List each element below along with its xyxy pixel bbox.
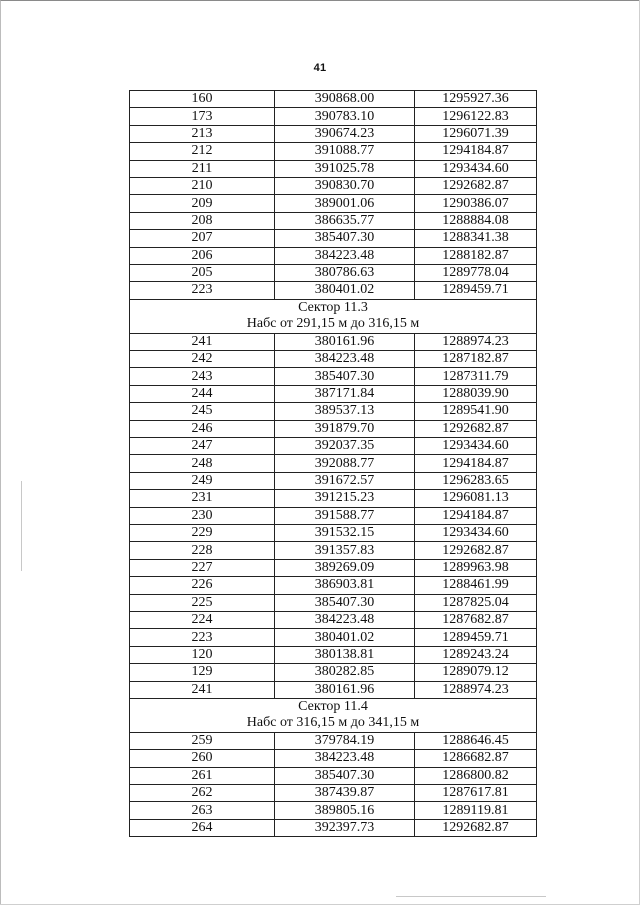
point-number-cell: 225 <box>130 594 275 611</box>
y-coordinate-cell: 1296122.83 <box>415 108 537 125</box>
point-number-cell: 230 <box>130 507 275 524</box>
x-coordinate-cell: 392037.35 <box>275 438 415 455</box>
y-coordinate-cell: 1288974.23 <box>415 681 537 698</box>
point-number-cell: 249 <box>130 472 275 489</box>
x-coordinate-cell: 386903.81 <box>275 577 415 594</box>
y-coordinate-cell: 1288974.23 <box>415 333 537 350</box>
x-coordinate-cell: 384223.48 <box>275 351 415 368</box>
y-coordinate-cell: 1287682.87 <box>415 611 537 628</box>
y-coordinate-cell: 1289778.04 <box>415 264 537 281</box>
x-coordinate-cell: 380401.02 <box>275 282 415 299</box>
table-row <box>130 594 537 611</box>
table-row <box>130 438 537 455</box>
point-number-cell: 129 <box>130 664 275 681</box>
table-row <box>130 108 537 125</box>
point-number-cell: 245 <box>130 403 275 420</box>
table-row <box>130 472 537 489</box>
point-number-cell: 260 <box>130 750 275 767</box>
y-coordinate-cell: 1289243.24 <box>415 646 537 663</box>
sector-header-row <box>130 299 537 333</box>
y-coordinate-cell: 1288039.90 <box>415 385 537 402</box>
y-coordinate-cell: 1292682.87 <box>415 542 537 559</box>
y-coordinate-cell: 1292682.87 <box>415 177 537 194</box>
y-coordinate-cell: 1294184.87 <box>415 143 537 160</box>
x-coordinate-cell: 385407.30 <box>275 230 415 247</box>
y-coordinate-cell: 1288884.08 <box>415 212 537 229</box>
y-coordinate-cell: 1287182.87 <box>415 351 537 368</box>
y-coordinate-cell: 1288461.99 <box>415 577 537 594</box>
table-row <box>130 264 537 281</box>
table-row <box>130 195 537 212</box>
point-number-cell: 207 <box>130 230 275 247</box>
x-coordinate-cell: 391088.77 <box>275 143 415 160</box>
table-row <box>130 524 537 541</box>
scan-edge-mark <box>21 481 22 571</box>
table-row <box>130 91 537 108</box>
y-coordinate-cell: 1288182.87 <box>415 247 537 264</box>
table-row <box>130 750 537 767</box>
sector-header-cell <box>130 698 537 732</box>
x-coordinate-cell: 387171.84 <box>275 385 415 402</box>
point-number-cell: 241 <box>130 681 275 698</box>
y-coordinate-cell: 1292682.87 <box>415 420 537 437</box>
y-coordinate-cell: 1289541.90 <box>415 403 537 420</box>
y-coordinate-cell: 1290386.07 <box>415 195 537 212</box>
sector-title: Сектор 11.3 <box>298 300 368 316</box>
y-coordinate-cell: 1287825.04 <box>415 594 537 611</box>
point-number-cell: 231 <box>130 490 275 507</box>
point-number-cell: 242 <box>130 351 275 368</box>
y-coordinate-cell: 1288646.45 <box>415 732 537 749</box>
table-row <box>130 577 537 594</box>
point-number-cell: 264 <box>130 819 275 836</box>
x-coordinate-cell: 392088.77 <box>275 455 415 472</box>
coordinates-table-body <box>130 91 537 837</box>
y-coordinate-cell: 1289963.98 <box>415 559 537 576</box>
table-row <box>130 351 537 368</box>
point-number-cell: 211 <box>130 160 275 177</box>
x-coordinate-cell: 385407.30 <box>275 368 415 385</box>
table-row <box>130 420 537 437</box>
point-number-cell: 262 <box>130 785 275 802</box>
table-row <box>130 767 537 784</box>
x-coordinate-cell: 391879.70 <box>275 420 415 437</box>
x-coordinate-cell: 384223.48 <box>275 247 415 264</box>
table-row <box>130 385 537 402</box>
y-coordinate-cell: 1289079.12 <box>415 664 537 681</box>
coordinates-table <box>129 90 537 837</box>
point-number-cell: 261 <box>130 767 275 784</box>
x-coordinate-cell: 389805.16 <box>275 802 415 819</box>
table-row <box>130 490 537 507</box>
point-number-cell: 246 <box>130 420 275 437</box>
y-coordinate-cell: 1295927.36 <box>415 91 537 108</box>
y-coordinate-cell: 1289459.71 <box>415 629 537 646</box>
table-row <box>130 681 537 698</box>
x-coordinate-cell: 390830.70 <box>275 177 415 194</box>
y-coordinate-cell: 1296081.13 <box>415 490 537 507</box>
x-coordinate-cell: 391532.15 <box>275 524 415 541</box>
point-number-cell: 247 <box>130 438 275 455</box>
x-coordinate-cell: 391215.23 <box>275 490 415 507</box>
point-number-cell: 223 <box>130 629 275 646</box>
y-coordinate-cell: 1289119.81 <box>415 802 537 819</box>
x-coordinate-cell: 391672.57 <box>275 472 415 489</box>
sector-elevation-range: Набс от 316,15 м до 341,15 м <box>246 715 420 731</box>
y-coordinate-cell: 1286682.87 <box>415 750 537 767</box>
table-row <box>130 732 537 749</box>
y-coordinate-cell: 1296071.39 <box>415 125 537 142</box>
x-coordinate-cell: 384223.48 <box>275 611 415 628</box>
x-coordinate-cell: 380161.96 <box>275 681 415 698</box>
table-row <box>130 802 537 819</box>
x-coordinate-cell: 380401.02 <box>275 629 415 646</box>
x-coordinate-cell: 379784.19 <box>275 732 415 749</box>
point-number-cell: 244 <box>130 385 275 402</box>
table-row <box>130 230 537 247</box>
table-row <box>130 611 537 628</box>
scan-edge-mark <box>396 896 546 897</box>
table-row <box>130 212 537 229</box>
y-coordinate-cell: 1294184.87 <box>415 455 537 472</box>
x-coordinate-cell: 380786.63 <box>275 264 415 281</box>
point-number-cell: 241 <box>130 333 275 350</box>
y-coordinate-cell: 1288341.38 <box>415 230 537 247</box>
table-row <box>130 177 537 194</box>
y-coordinate-cell: 1293434.60 <box>415 438 537 455</box>
x-coordinate-cell: 390674.23 <box>275 125 415 142</box>
x-coordinate-cell: 389001.06 <box>275 195 415 212</box>
point-number-cell: 209 <box>130 195 275 212</box>
table-row <box>130 507 537 524</box>
x-coordinate-cell: 380161.96 <box>275 333 415 350</box>
x-coordinate-cell: 391025.78 <box>275 160 415 177</box>
x-coordinate-cell: 385407.30 <box>275 767 415 784</box>
table-row <box>130 785 537 802</box>
sector-title: Сектор 11.4 <box>298 699 368 715</box>
x-coordinate-cell: 389269.09 <box>275 559 415 576</box>
y-coordinate-cell: 1294184.87 <box>415 507 537 524</box>
y-coordinate-cell: 1292682.87 <box>415 819 537 836</box>
table-row <box>130 819 537 836</box>
y-coordinate-cell: 1293434.60 <box>415 524 537 541</box>
point-number-cell: 212 <box>130 143 275 160</box>
y-coordinate-cell: 1286800.82 <box>415 767 537 784</box>
point-number-cell: 243 <box>130 368 275 385</box>
table-row <box>130 542 537 559</box>
table-row <box>130 559 537 576</box>
point-number-cell: 259 <box>130 732 275 749</box>
sector-header-cell <box>130 299 537 333</box>
x-coordinate-cell: 391357.83 <box>275 542 415 559</box>
point-number-cell: 160 <box>130 91 275 108</box>
table-row <box>130 403 537 420</box>
y-coordinate-cell: 1287617.81 <box>415 785 537 802</box>
y-coordinate-cell: 1287311.79 <box>415 368 537 385</box>
table-row <box>130 160 537 177</box>
x-coordinate-cell: 385407.30 <box>275 594 415 611</box>
x-coordinate-cell: 380282.85 <box>275 664 415 681</box>
point-number-cell: 229 <box>130 524 275 541</box>
page-number: 41 <box>313 62 327 74</box>
point-number-cell: 213 <box>130 125 275 142</box>
point-number-cell: 120 <box>130 646 275 663</box>
sector-header-row <box>130 698 537 732</box>
sector-elevation-range: Набс от 291,15 м до 316,15 м <box>246 316 420 332</box>
point-number-cell: 263 <box>130 802 275 819</box>
point-number-cell: 223 <box>130 282 275 299</box>
x-coordinate-cell: 391588.77 <box>275 507 415 524</box>
table-row <box>130 664 537 681</box>
point-number-cell: 173 <box>130 108 275 125</box>
table-row <box>130 629 537 646</box>
x-coordinate-cell: 392397.73 <box>275 819 415 836</box>
y-coordinate-cell: 1296283.65 <box>415 472 537 489</box>
table-row <box>130 368 537 385</box>
point-number-cell: 208 <box>130 212 275 229</box>
point-number-cell: 248 <box>130 455 275 472</box>
point-number-cell: 224 <box>130 611 275 628</box>
x-coordinate-cell: 386635.77 <box>275 212 415 229</box>
point-number-cell: 226 <box>130 577 275 594</box>
x-coordinate-cell: 389537.13 <box>275 403 415 420</box>
x-coordinate-cell: 390783.10 <box>275 108 415 125</box>
point-number-cell: 206 <box>130 247 275 264</box>
table-row <box>130 455 537 472</box>
y-coordinate-cell: 1293434.60 <box>415 160 537 177</box>
table-row <box>130 282 537 299</box>
x-coordinate-cell: 390868.00 <box>275 91 415 108</box>
table-row <box>130 333 537 350</box>
point-number-cell: 227 <box>130 559 275 576</box>
y-coordinate-cell: 1289459.71 <box>415 282 537 299</box>
point-number-cell: 228 <box>130 542 275 559</box>
x-coordinate-cell: 387439.87 <box>275 785 415 802</box>
x-coordinate-cell: 384223.48 <box>275 750 415 767</box>
table-row <box>130 143 537 160</box>
table-row <box>130 125 537 142</box>
x-coordinate-cell: 380138.81 <box>275 646 415 663</box>
table-row <box>130 247 537 264</box>
point-number-cell: 210 <box>130 177 275 194</box>
point-number-cell: 205 <box>130 264 275 281</box>
table-row <box>130 646 537 663</box>
